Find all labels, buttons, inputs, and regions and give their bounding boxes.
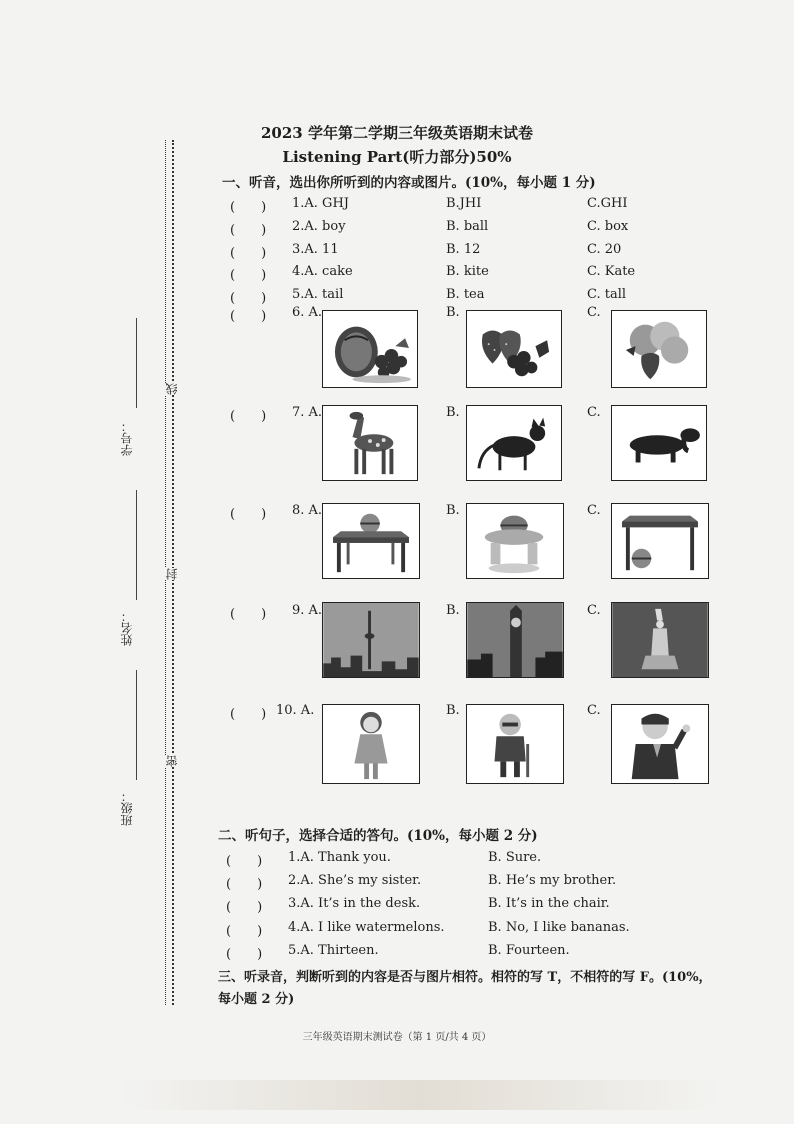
q4-option-b: B. kite <box>446 264 489 279</box>
q10-picture-b[interactable] <box>466 704 564 784</box>
q8-picture-b[interactable] <box>466 503 564 579</box>
answer-blank[interactable]: ( ) <box>230 246 267 261</box>
section2-heading: 二、听句子，选择合适的答句。(10%，每小题 2 分) <box>218 828 538 844</box>
q5-option-a: 5.A. tail <box>292 287 344 302</box>
q8-picture-a[interactable] <box>322 503 420 579</box>
binding-mark-feng: 封 <box>165 568 179 580</box>
answer-blank[interactable]: ( ) <box>230 309 267 324</box>
answer-blank[interactable]: ( ) <box>226 877 263 892</box>
s2-q4-b: B. No, I like bananas. <box>488 920 630 935</box>
s2-q5-a: 5.A. Thirteen. <box>288 943 379 958</box>
answer-blank[interactable]: ( ) <box>230 200 267 215</box>
answer-blank[interactable]: ( ) <box>230 409 267 424</box>
watermelon-grapes-icon <box>323 311 417 387</box>
q3-option-a: 3.A. 11 <box>292 242 339 257</box>
s2-q5-b: B. Fourteen. <box>488 943 570 958</box>
q6-label: 6. A. <box>292 305 323 320</box>
s2-q3-b: B. It’s in the chair. <box>488 896 610 911</box>
q6-picture-a[interactable] <box>322 310 418 388</box>
q7-label-b: B. <box>446 405 460 420</box>
section1-heading: 一、听音，选出你所听到的内容或图片。(10%，每小题 1 分) <box>222 175 596 191</box>
ball-on-chair-icon <box>467 504 563 578</box>
answer-blank[interactable]: ( ) <box>226 854 263 869</box>
binding-mark-xian: 线 <box>165 383 179 395</box>
q2-option-c: C. box <box>587 219 629 234</box>
answer-blank[interactable]: ( ) <box>226 924 263 939</box>
q10-label-c: C. <box>587 703 601 718</box>
q7-label: 7. A. <box>292 405 323 420</box>
q6-picture-c[interactable] <box>611 310 707 388</box>
ball-on-desk-icon <box>323 504 419 578</box>
s2-q2-b: B. He’s my brother. <box>488 873 617 888</box>
answer-blank[interactable]: ( ) <box>230 507 267 522</box>
answer-blank[interactable]: ( ) <box>230 707 267 722</box>
page-footer: 三年级英语期末测试卷（第 1 页/共 4 页） <box>302 1032 492 1043</box>
answer-blank[interactable]: ( ) <box>230 607 267 622</box>
student-id-field[interactable] <box>136 318 137 408</box>
q8-label-c: C. <box>587 503 601 518</box>
tower-skyline-icon <box>323 603 419 677</box>
q8-label: 8. A. <box>292 503 323 518</box>
man-pointing-icon <box>612 705 708 783</box>
girl-icon <box>323 705 419 783</box>
statue-of-liberty-icon <box>612 603 708 677</box>
q1-option-c: C.GHI <box>587 196 628 211</box>
q7-picture-b[interactable] <box>466 405 562 481</box>
answer-blank[interactable]: ( ) <box>226 947 263 962</box>
section3-heading-line2: 每小题 2 分) <box>218 992 295 1007</box>
q7-label-c: C. <box>587 405 601 420</box>
answer-blank[interactable]: ( ) <box>230 223 267 238</box>
q1-option-b: B.JHI <box>446 196 482 211</box>
q9-picture-b[interactable] <box>466 602 564 678</box>
big-ben-icon <box>467 603 563 677</box>
ball-under-desk-icon <box>612 504 708 578</box>
oranges-strawberry-icon <box>612 311 706 387</box>
q8-label-b: B. <box>446 503 460 518</box>
q3-option-c: C. 20 <box>587 242 622 257</box>
q9-picture-c[interactable] <box>611 602 709 678</box>
class-field[interactable] <box>136 670 137 780</box>
q2-option-b: B. ball <box>446 219 489 234</box>
q10-picture-c[interactable] <box>611 704 709 784</box>
q1-option-a: 1.A. GHJ <box>292 196 349 211</box>
grandpa-icon <box>467 705 563 783</box>
answer-blank[interactable]: ( ) <box>226 900 263 915</box>
q10-label-b: B. <box>446 703 460 718</box>
name-label: 姓名： <box>120 610 134 646</box>
class-label: 班级： <box>120 790 134 826</box>
q4-option-a: 4.A. cake <box>292 264 353 279</box>
q10-label: 10. A. <box>276 703 315 718</box>
q6-picture-b[interactable] <box>466 310 562 388</box>
q4-option-c: C. Kate <box>587 264 636 279</box>
page-bottom-shadow <box>120 1080 720 1110</box>
s2-q1-b: B. Sure. <box>488 850 542 865</box>
q5-option-c: C. tall <box>587 287 627 302</box>
q9-label-c: C. <box>587 603 601 618</box>
q9-label: 9. A. <box>292 603 323 618</box>
q5-option-b: B. tea <box>446 287 485 302</box>
q7-picture-a[interactable] <box>322 405 418 481</box>
section3-heading-line1: 三、听录音，判断听到的内容是否与图片相符。相符的写 T，不相符的写 F。(10%， <box>218 970 712 985</box>
strawberries-grapes-icon <box>467 311 561 387</box>
q2-option-a: 2.A. boy <box>292 219 346 234</box>
q9-picture-a[interactable] <box>322 602 420 678</box>
page-title: 2023 学年第二学期三年级英语期末试卷 <box>261 124 533 142</box>
q6-label-c: C. <box>587 305 601 320</box>
answer-blank[interactable]: ( ) <box>230 268 267 283</box>
s2-q3-a: 3.A. It’s in the desk. <box>288 896 421 911</box>
q7-picture-c[interactable] <box>611 405 707 481</box>
binding-mark-mi: 密 <box>165 755 179 767</box>
s2-q2-a: 2.A. She’s my sister. <box>288 873 422 888</box>
q10-picture-a[interactable] <box>322 704 420 784</box>
s2-q4-a: 4.A. I like watermelons. <box>288 920 445 935</box>
q9-label-b: B. <box>446 603 460 618</box>
student-id-label: 学号： <box>120 420 134 456</box>
q3-option-b: B. 12 <box>446 242 481 257</box>
q8-picture-c[interactable] <box>611 503 709 579</box>
dachshund-icon <box>612 406 706 480</box>
name-field[interactable] <box>136 490 137 600</box>
giraffe-icon <box>323 406 417 480</box>
answer-blank[interactable]: ( ) <box>230 291 267 306</box>
q6-label-b: B. <box>446 305 460 320</box>
s2-q1-a: 1.A. Thank you. <box>288 850 391 865</box>
page-subtitle: Listening Part(听力部分)50% <box>282 148 512 166</box>
cat-icon <box>467 406 561 480</box>
